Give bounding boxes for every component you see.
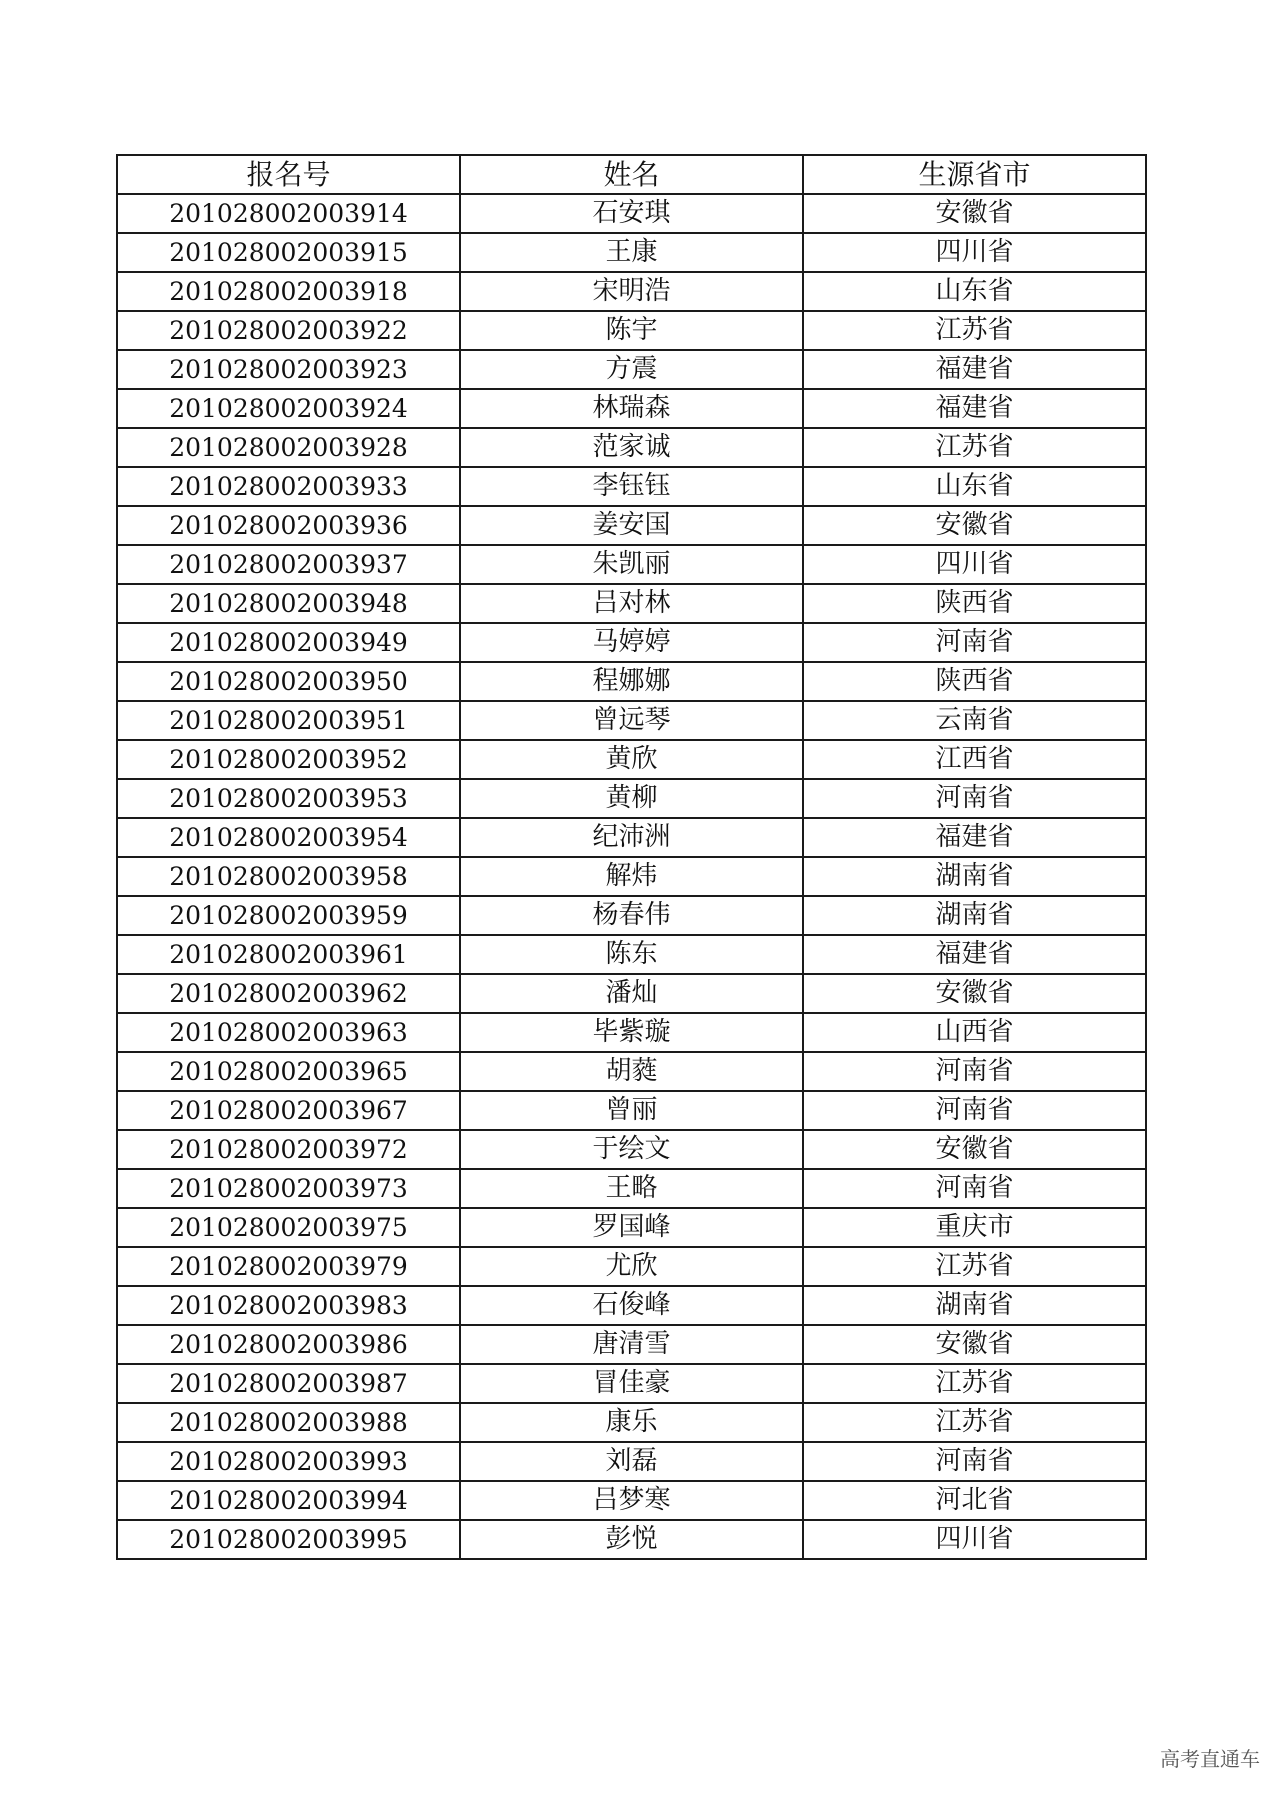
province-cell: 安徽省 — [803, 194, 1146, 233]
province-cell: 湖南省 — [803, 1286, 1146, 1325]
name-cell: 潘灿 — [460, 974, 803, 1013]
table-row — [117, 623, 1146, 662]
table-row — [117, 740, 1146, 779]
table-row — [117, 389, 1146, 428]
name-cell: 解炜 — [460, 857, 803, 896]
table-body — [117, 194, 1146, 1559]
table-row — [117, 467, 1146, 506]
name-cell: 尤欣 — [460, 1247, 803, 1286]
header-registration-number: 报名号 — [117, 155, 460, 194]
table-row — [117, 1442, 1146, 1481]
name-cell: 范家诚 — [460, 428, 803, 467]
registration-number-cell: 201028002003965 — [117, 1052, 460, 1091]
registration-number-cell: 201028002003914 — [117, 194, 460, 233]
registration-number-cell: 201028002003922 — [117, 311, 460, 350]
registration-number-cell: 201028002003948 — [117, 584, 460, 623]
table-row — [117, 1169, 1146, 1208]
name-cell: 康乐 — [460, 1403, 803, 1442]
province-cell: 河南省 — [803, 779, 1146, 818]
table-row — [117, 1247, 1146, 1286]
province-cell: 云南省 — [803, 701, 1146, 740]
province-cell: 安徽省 — [803, 1130, 1146, 1169]
name-cell: 毕紫璇 — [460, 1013, 803, 1052]
name-cell: 彭悦 — [460, 1520, 803, 1559]
province-cell: 福建省 — [803, 350, 1146, 389]
registration-number-cell: 201028002003923 — [117, 350, 460, 389]
province-cell: 四川省 — [803, 233, 1146, 272]
registration-number-cell: 201028002003936 — [117, 506, 460, 545]
table-row — [117, 311, 1146, 350]
name-cell: 王康 — [460, 233, 803, 272]
registration-number-cell: 201028002003933 — [117, 467, 460, 506]
province-cell: 河北省 — [803, 1481, 1146, 1520]
name-cell: 陈宇 — [460, 311, 803, 350]
province-cell: 河南省 — [803, 1169, 1146, 1208]
name-cell: 石俊峰 — [460, 1286, 803, 1325]
name-cell: 罗国峰 — [460, 1208, 803, 1247]
table-row — [117, 1520, 1146, 1559]
table-row — [117, 1286, 1146, 1325]
province-cell: 安徽省 — [803, 1325, 1146, 1364]
registration-number-cell: 201028002003973 — [117, 1169, 460, 1208]
registration-number-cell: 201028002003967 — [117, 1091, 460, 1130]
province-cell: 山东省 — [803, 272, 1146, 311]
registration-number-cell: 201028002003975 — [117, 1208, 460, 1247]
registration-number-cell: 201028002003924 — [117, 389, 460, 428]
table-row — [117, 1364, 1146, 1403]
registration-number-cell: 201028002003949 — [117, 623, 460, 662]
table-row — [117, 701, 1146, 740]
table-header — [117, 155, 1146, 194]
registration-number-cell: 201028002003918 — [117, 272, 460, 311]
registration-number-cell: 201028002003994 — [117, 1481, 460, 1520]
registration-number-cell: 201028002003937 — [117, 545, 460, 584]
table-row — [117, 818, 1146, 857]
province-cell: 江西省 — [803, 740, 1146, 779]
table-row — [117, 1208, 1146, 1247]
table-row — [117, 233, 1146, 272]
province-cell: 江苏省 — [803, 1403, 1146, 1442]
province-cell: 河南省 — [803, 1091, 1146, 1130]
table-row — [117, 1130, 1146, 1169]
registration-number-cell: 201028002003972 — [117, 1130, 460, 1169]
table-row — [117, 1325, 1146, 1364]
name-cell: 刘磊 — [460, 1442, 803, 1481]
watermark-text: 高考直通车 — [1160, 1747, 1260, 1771]
name-cell: 曾远琴 — [460, 701, 803, 740]
name-cell: 唐清雪 — [460, 1325, 803, 1364]
name-cell: 石安琪 — [460, 194, 803, 233]
province-cell: 陕西省 — [803, 662, 1146, 701]
registration-number-cell: 201028002003954 — [117, 818, 460, 857]
province-cell: 重庆市 — [803, 1208, 1146, 1247]
province-cell: 湖南省 — [803, 857, 1146, 896]
name-cell: 杨春伟 — [460, 896, 803, 935]
registration-number-cell: 201028002003958 — [117, 857, 460, 896]
province-cell: 安徽省 — [803, 506, 1146, 545]
province-cell: 福建省 — [803, 389, 1146, 428]
name-cell: 朱凯丽 — [460, 545, 803, 584]
province-cell: 河南省 — [803, 1052, 1146, 1091]
table-row — [117, 1013, 1146, 1052]
header-row — [117, 155, 1146, 194]
name-cell: 纪沛洲 — [460, 818, 803, 857]
registration-number-cell: 201028002003988 — [117, 1403, 460, 1442]
province-cell: 陕西省 — [803, 584, 1146, 623]
province-cell: 山西省 — [803, 1013, 1146, 1052]
name-cell: 吕对林 — [460, 584, 803, 623]
name-cell: 胡蕤 — [460, 1052, 803, 1091]
registration-number-cell: 201028002003961 — [117, 935, 460, 974]
table-row — [117, 974, 1146, 1013]
name-cell: 黄柳 — [460, 779, 803, 818]
header-name: 姓名 — [460, 155, 803, 194]
name-cell: 林瑞森 — [460, 389, 803, 428]
name-cell: 冒佳豪 — [460, 1364, 803, 1403]
name-cell: 陈东 — [460, 935, 803, 974]
name-cell: 于绘文 — [460, 1130, 803, 1169]
name-cell: 吕梦寒 — [460, 1481, 803, 1520]
table-row — [117, 1052, 1146, 1091]
table-row — [117, 1091, 1146, 1130]
registration-number-cell: 201028002003915 — [117, 233, 460, 272]
table-row — [117, 194, 1146, 233]
table-row — [117, 545, 1146, 584]
registration-number-cell: 201028002003928 — [117, 428, 460, 467]
province-cell: 江苏省 — [803, 428, 1146, 467]
table-row — [117, 935, 1146, 974]
registration-number-cell: 201028002003950 — [117, 662, 460, 701]
name-cell: 李钰钰 — [460, 467, 803, 506]
header-province: 生源省市 — [803, 155, 1146, 194]
registration-number-cell: 201028002003983 — [117, 1286, 460, 1325]
province-cell: 福建省 — [803, 818, 1146, 857]
registration-number-cell: 201028002003993 — [117, 1442, 460, 1481]
registration-number-cell: 201028002003951 — [117, 701, 460, 740]
province-cell: 江苏省 — [803, 311, 1146, 350]
province-cell: 福建省 — [803, 935, 1146, 974]
table-row — [117, 779, 1146, 818]
table-row — [117, 1481, 1146, 1520]
table-row — [117, 272, 1146, 311]
table-row — [117, 662, 1146, 701]
registration-number-cell: 201028002003979 — [117, 1247, 460, 1286]
registration-number-cell: 201028002003963 — [117, 1013, 460, 1052]
name-cell: 王略 — [460, 1169, 803, 1208]
table-row — [117, 1403, 1146, 1442]
name-cell: 黄欣 — [460, 740, 803, 779]
province-cell: 河南省 — [803, 1442, 1146, 1481]
registration-number-cell: 201028002003959 — [117, 896, 460, 935]
registration-number-cell: 201028002003962 — [117, 974, 460, 1013]
table-row — [117, 506, 1146, 545]
province-cell: 湖南省 — [803, 896, 1146, 935]
province-cell: 安徽省 — [803, 974, 1146, 1013]
applicant-table — [116, 154, 1147, 1560]
registration-number-cell: 201028002003995 — [117, 1520, 460, 1559]
name-cell: 宋明浩 — [460, 272, 803, 311]
name-cell: 马婷婷 — [460, 623, 803, 662]
province-cell: 江苏省 — [803, 1247, 1146, 1286]
name-cell: 曾丽 — [460, 1091, 803, 1130]
province-cell: 四川省 — [803, 1520, 1146, 1559]
name-cell: 方震 — [460, 350, 803, 389]
table-row — [117, 428, 1146, 467]
table-row — [117, 857, 1146, 896]
name-cell: 姜安国 — [460, 506, 803, 545]
table-row — [117, 896, 1146, 935]
table-row — [117, 584, 1146, 623]
registration-number-cell: 201028002003987 — [117, 1364, 460, 1403]
province-cell: 山东省 — [803, 467, 1146, 506]
province-cell: 河南省 — [803, 623, 1146, 662]
province-cell: 江苏省 — [803, 1364, 1146, 1403]
province-cell: 四川省 — [803, 545, 1146, 584]
registration-number-cell: 201028002003986 — [117, 1325, 460, 1364]
registration-number-cell: 201028002003953 — [117, 779, 460, 818]
name-cell: 程娜娜 — [460, 662, 803, 701]
registration-number-cell: 201028002003952 — [117, 740, 460, 779]
table-row — [117, 350, 1146, 389]
